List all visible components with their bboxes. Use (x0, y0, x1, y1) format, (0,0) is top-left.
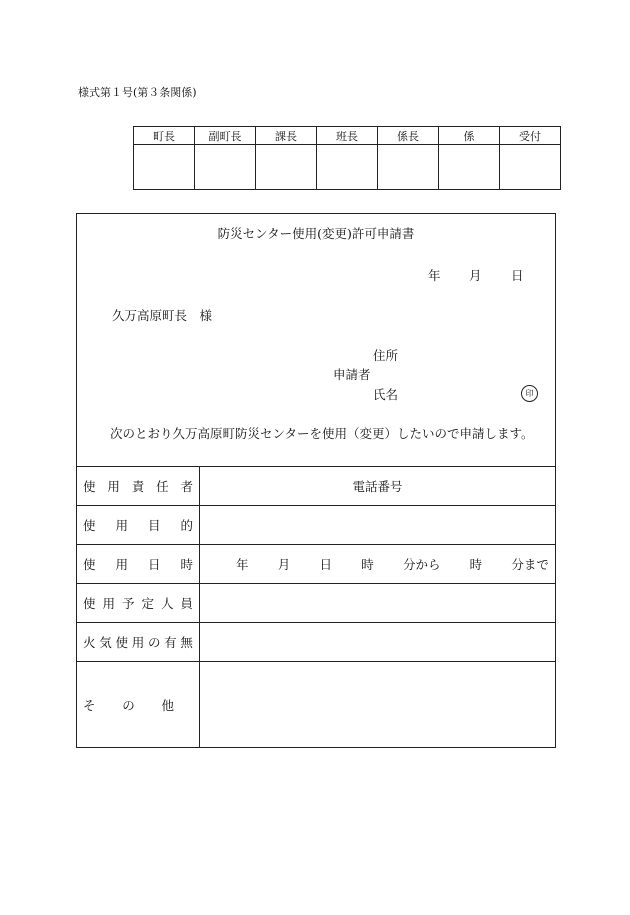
fire-use-field[interactable] (200, 623, 556, 662)
row-expected-people (77, 584, 556, 623)
label-char: 用 (115, 518, 128, 533)
purpose-field[interactable] (200, 506, 556, 545)
stamp-header-staff: 係 (439, 127, 500, 145)
form-number: 様式第１号(第３条関係) (78, 86, 197, 99)
application-statement: 次のとおり久万高原町防災センターを使用（変更）したいので申請します。 (110, 426, 534, 441)
row-other (77, 662, 556, 748)
stamp-header-deputy-mayor: 副町長 (195, 127, 256, 145)
expected-people-field[interactable] (200, 584, 556, 623)
stamp-cell-staff[interactable] (439, 145, 500, 190)
date-year-label: 年 (428, 268, 441, 283)
name-label: 氏名 (373, 387, 399, 402)
fire-use-label (77, 623, 200, 662)
stamp-header-reception: 受付 (500, 127, 561, 145)
label-char: の (147, 635, 161, 650)
usage-details-table (76, 466, 556, 748)
label-char: 者 (180, 479, 193, 494)
label-char: そ (83, 697, 96, 713)
other-field[interactable] (200, 662, 556, 748)
stamp-header-town-mayor: 町長 (134, 127, 195, 145)
datetime-unit-year: 年 (236, 557, 249, 572)
label-char: 火 (83, 635, 96, 650)
label-char: 予 (121, 596, 135, 611)
phone-number-label: 電話番号 (352, 479, 403, 494)
stamp-cell-deputy-mayor[interactable] (195, 145, 256, 190)
datetime-unit-minute-from: 分から (402, 557, 441, 572)
stamp-header-section-chief: 課長 (256, 127, 317, 145)
other-label (77, 662, 200, 748)
date-day-label: 日 (511, 268, 524, 283)
seal-mark: 印 (521, 385, 538, 402)
label-char: 定 (141, 596, 154, 611)
label-char: 使 (83, 518, 96, 533)
label-char: 員 (180, 596, 193, 611)
datetime-unit-minute-until: 分まで (511, 557, 549, 572)
phone-number-field[interactable] (200, 467, 556, 506)
approval-stamp-header (134, 127, 561, 145)
approval-stamp-cells (134, 145, 561, 190)
stamp-cell-group-leader[interactable] (317, 145, 378, 190)
label-char: 使 (83, 479, 96, 494)
label-char: 任 (156, 479, 169, 494)
stamp-cell-section-chief[interactable] (256, 145, 317, 190)
address-label: 住所 (373, 348, 399, 363)
expected-people-label (77, 584, 200, 623)
applicant-label: 申請者 (333, 367, 371, 382)
datetime-unit-hour: 時 (361, 557, 374, 572)
purpose-label (77, 506, 200, 545)
label-char: 使 (83, 557, 96, 572)
row-datetime (77, 545, 556, 584)
form-title: 防災センター使用(変更)許可申請書 (217, 226, 415, 241)
stamp-header-group-leader: 班長 (317, 127, 378, 145)
row-purpose (77, 506, 556, 545)
row-responsible-person (77, 467, 556, 506)
datetime-unit-day: 日 (319, 557, 332, 572)
label-char: 用 (107, 479, 120, 494)
stamp-cell-reception[interactable] (500, 145, 561, 190)
label-char: 用 (115, 557, 128, 572)
stamp-cell-town-mayor[interactable] (134, 145, 195, 190)
addressee: 久万高原町長 様 (112, 308, 213, 323)
label-char: 的 (180, 518, 193, 533)
approval-stamp-table (133, 126, 561, 190)
label-char: 気 (99, 635, 112, 650)
label-char: の (122, 697, 135, 713)
responsible-person-label (77, 467, 200, 506)
label-char: 人 (160, 596, 174, 611)
datetime-label (77, 545, 200, 584)
label-char: 目 (147, 518, 161, 533)
label-char: 無 (180, 635, 193, 650)
label-char: 使 (83, 596, 96, 611)
label-char: 有 (164, 635, 177, 650)
label-char: 時 (180, 557, 193, 572)
label-char: 用 (102, 596, 115, 611)
date-month-label: 月 (469, 268, 482, 283)
label-char: 日 (147, 557, 161, 572)
application-form (76, 213, 556, 748)
label-char: 他 (161, 697, 174, 713)
stamp-header-subsection-chief: 係長 (378, 127, 439, 145)
stamp-cell-subsection-chief[interactable] (378, 145, 439, 190)
row-fire-use (77, 623, 556, 662)
datetime-unit-hour-end: 時 (469, 557, 483, 572)
datetime-unit-month: 月 (277, 557, 291, 572)
label-char: 使 (115, 635, 128, 650)
label-char: 責 (131, 479, 145, 494)
label-char: 用 (131, 635, 145, 650)
datetime-field[interactable] (200, 545, 556, 584)
